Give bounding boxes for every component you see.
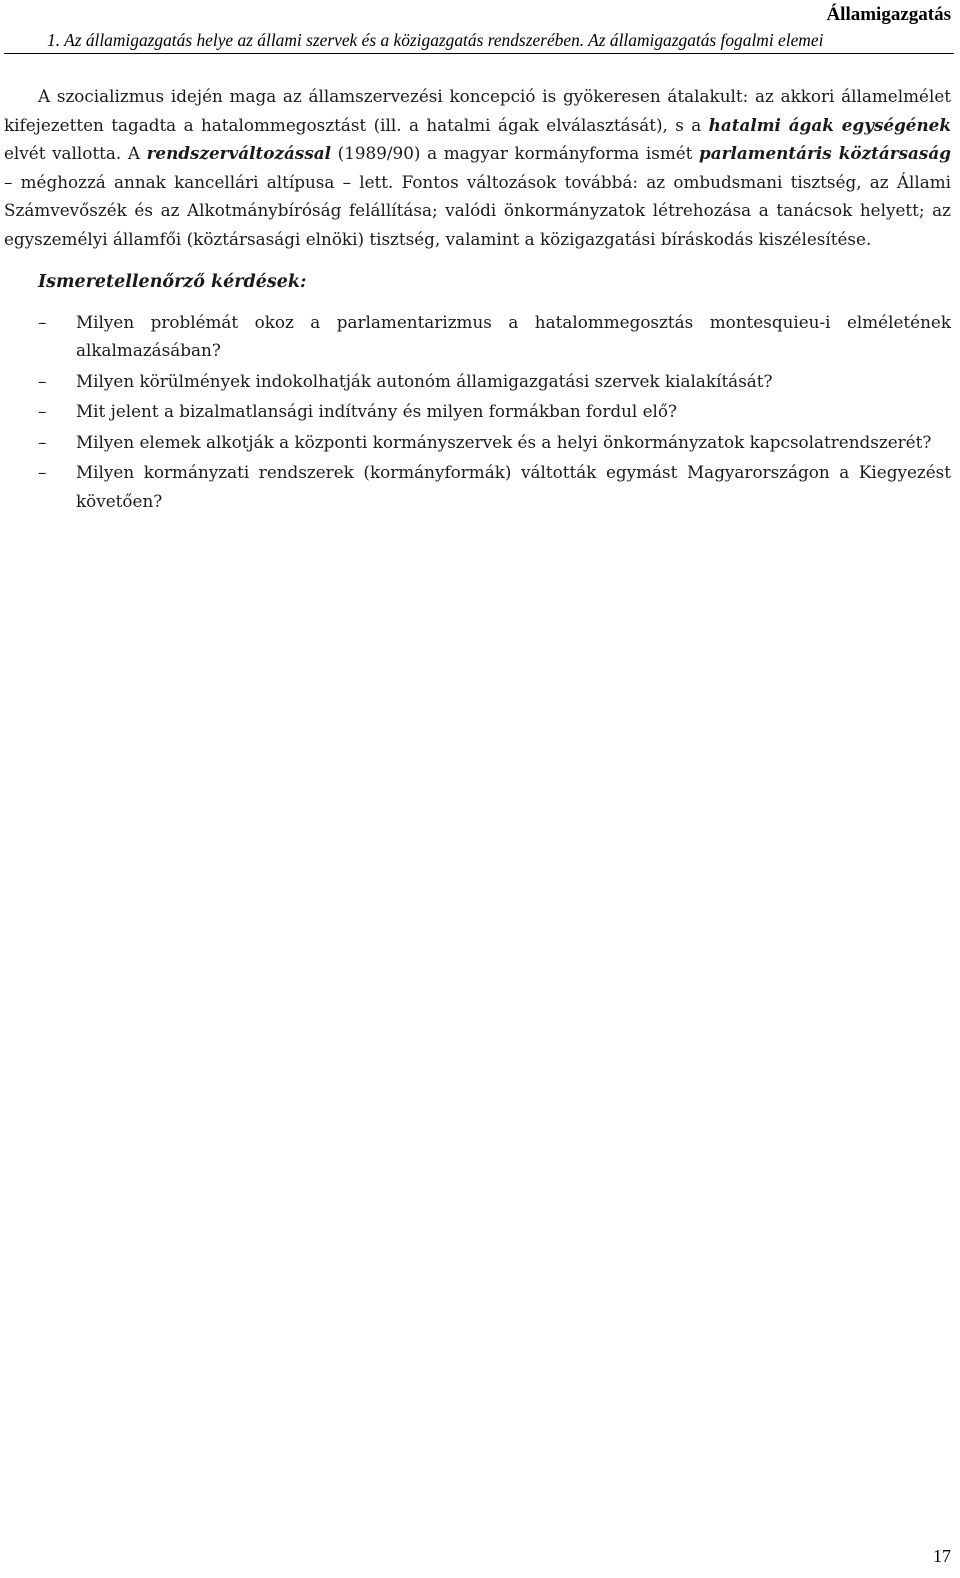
emphasis-hatalmi-agak: hatalmi ágak egységének — [708, 114, 951, 135]
section-subtitle: 1. Az államigazgatás helye az állami szervek és a közigazgatás rendszerében. Az államigazgatás fogalmi elemei — [47, 30, 824, 50]
page-body — [4, 82, 951, 517]
dash-bullet: – — [38, 370, 47, 391]
question-text: Milyen elemek alkotják a központi kormányszervek és a helyi önkormányzatok kapcsolatrendszerét? — [76, 431, 932, 452]
paragraph-text: A szocializmus idején maga az államszervezési koncepció is gyökeresen átalakult: az akkori államelmélet kifejezetten tagadta a hatalommegosztást (ill. a hatalmi ágak elválasztását), s a — [4, 86, 951, 135]
emphasis-rendszervaltozas: rendszerváltozással — [146, 143, 332, 163]
emphasis-parlamentaris: parlamentáris köztársaság — [699, 143, 951, 163]
list-item — [4, 428, 951, 457]
list-item — [4, 458, 951, 515]
body-paragraph — [4, 82, 951, 253]
dash-bullet: – — [38, 431, 47, 452]
question-text: Milyen kormányzati rendszerek (kormányformák) váltották egymást Magyarországon a Kiegyezést követően? — [76, 462, 951, 511]
dash-bullet: – — [38, 311, 47, 332]
dash-bullet: – — [38, 462, 47, 482]
paragraph-text: – méghozzá annak kancellári altípusa – lett. Fontos változások továbbá: az ombudsmani tisztség, az Állami Számvevőszék és az Alkotmánybíróság felállítása; valódi önkormányzatok létrehozása a tanácsok helyett; az egyszemélyi államfői (köztársasági elnöki) tisztség, valamint a közigazgatási bíráskodás kiszélesítése. — [4, 171, 951, 249]
paragraph-text: elvét vallotta. A — [4, 143, 147, 163]
questions-heading: Ismeretellenőrző kérdések: — [38, 272, 307, 292]
question-text: Milyen problémát okoz a parlamentarizmus a hatalommegosztás montesquieu-i elméletének alkalmazásában? — [76, 311, 951, 360]
list-item — [4, 367, 951, 396]
questions-list — [4, 308, 951, 516]
list-item — [4, 397, 951, 426]
running-title: Államigazgatás — [826, 4, 951, 25]
list-item — [4, 308, 951, 365]
paragraph-text: (1989/90) a magyar kormányforma ismét — [331, 143, 700, 163]
header-divider — [4, 53, 954, 54]
question-text: Milyen körülmények indokolhatják autonóm államigazgatási szervek kialakítását? — [76, 370, 773, 391]
question-text: Mit jelent a bizalmatlansági indítvány és milyen formákban fordul elő? — [76, 401, 678, 421]
page-number: 17 — [933, 1546, 951, 1566]
dash-bullet: – — [38, 401, 47, 421]
